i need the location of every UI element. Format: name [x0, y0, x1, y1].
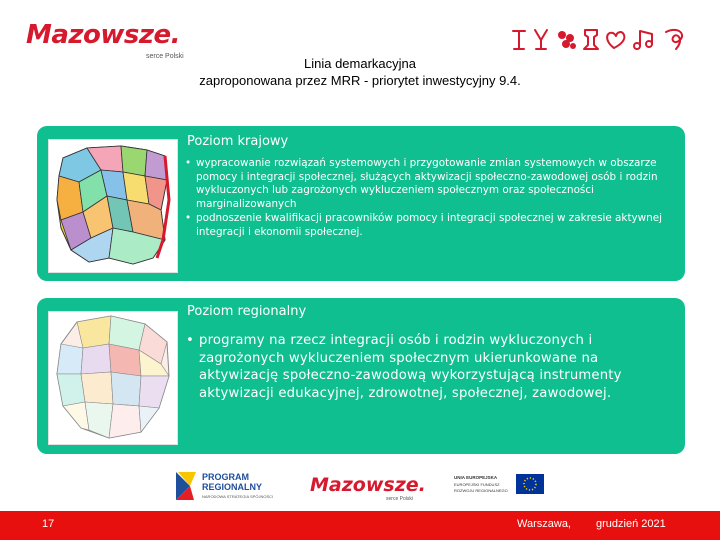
mazowsze-logo [26, 20, 184, 60]
footer-city: Warszawa, [517, 518, 571, 530]
program-line-1: PROGRAM [202, 472, 249, 482]
program-line-3: NARODOWA STRATEGIA SPÓJNOŚCI [202, 494, 274, 499]
ribbon-icon [666, 30, 682, 49]
mazowsze-footer-subtitle: serce Polski [386, 496, 413, 502]
bullet-list-regionalny [186, 332, 676, 402]
title-line-2: zaproponowana przez MRR - priorytet inwestycyjny 9.4. [199, 73, 521, 88]
program-regionalny-logo [176, 472, 273, 500]
list-item: • wypracowanie rozwiązań systemowych i przygotowanie zmian systemowych w obszarze pomocy i integracji społecznej, służących aktywizacji społeczno-zawodowej osób i rodzin wykluczonych lub zagrożonych wykluczeniem społecznym oraz społeczności marginalizowanych [185, 157, 680, 212]
eu-line-3: ROZWOJU REGIONALNEGO [454, 488, 508, 493]
list-item: • programy na rzecz integracji osób i rodzin wykluczonych i zagrożonych wykluczeniem społecznym ukierunkowane na aktywizację społeczno-zawodową wykorzystującą instrumenty aktywizacji edukacyjnej, zdrowotnej, społecznej, zawodowej. [186, 332, 676, 402]
mazowsze-footer-logo [310, 474, 426, 502]
eu-line-1: UNIA EUROPEJSKA [454, 475, 498, 480]
section-heading-krajowy: Poziom krajowy [187, 134, 289, 149]
music-icon [634, 31, 652, 49]
section-heading-regionalny: Poziom regionalny [187, 304, 307, 319]
title-line-1: Linia demarkacyjna [303, 56, 416, 71]
bullet-list-krajowy [185, 157, 680, 239]
chess-icon [584, 30, 598, 49]
gesture-icon [535, 30, 547, 49]
grapes-icon [558, 31, 576, 49]
mazowsze-footer-wordmark: Mazowsze. [310, 474, 426, 496]
logo-subtitle: serce Polski [146, 53, 184, 60]
program-line-2: REGIONALNY [202, 482, 263, 492]
eu-line-2: EUROPEJSKI FUNDUSZ [454, 482, 500, 487]
logo-wordmark: Mazowsze. [26, 20, 181, 50]
poland-map-icon [48, 139, 178, 273]
page-number: 17 [42, 518, 55, 530]
heart-icon [607, 32, 624, 48]
eu-logo [454, 474, 544, 494]
list-item: • podnoszenie kwalifikacji pracowników pomocy i integracji społecznej w zakresie aktywnej integracji i ekonomii społecznej. [185, 212, 680, 239]
gesture-icon [513, 31, 525, 49]
decorative-icons [510, 26, 690, 52]
slide-title [130, 55, 590, 89]
footer-date: grudzień 2021 [596, 518, 666, 530]
partner-logos [170, 466, 550, 506]
mazovia-map-icon [48, 311, 178, 445]
